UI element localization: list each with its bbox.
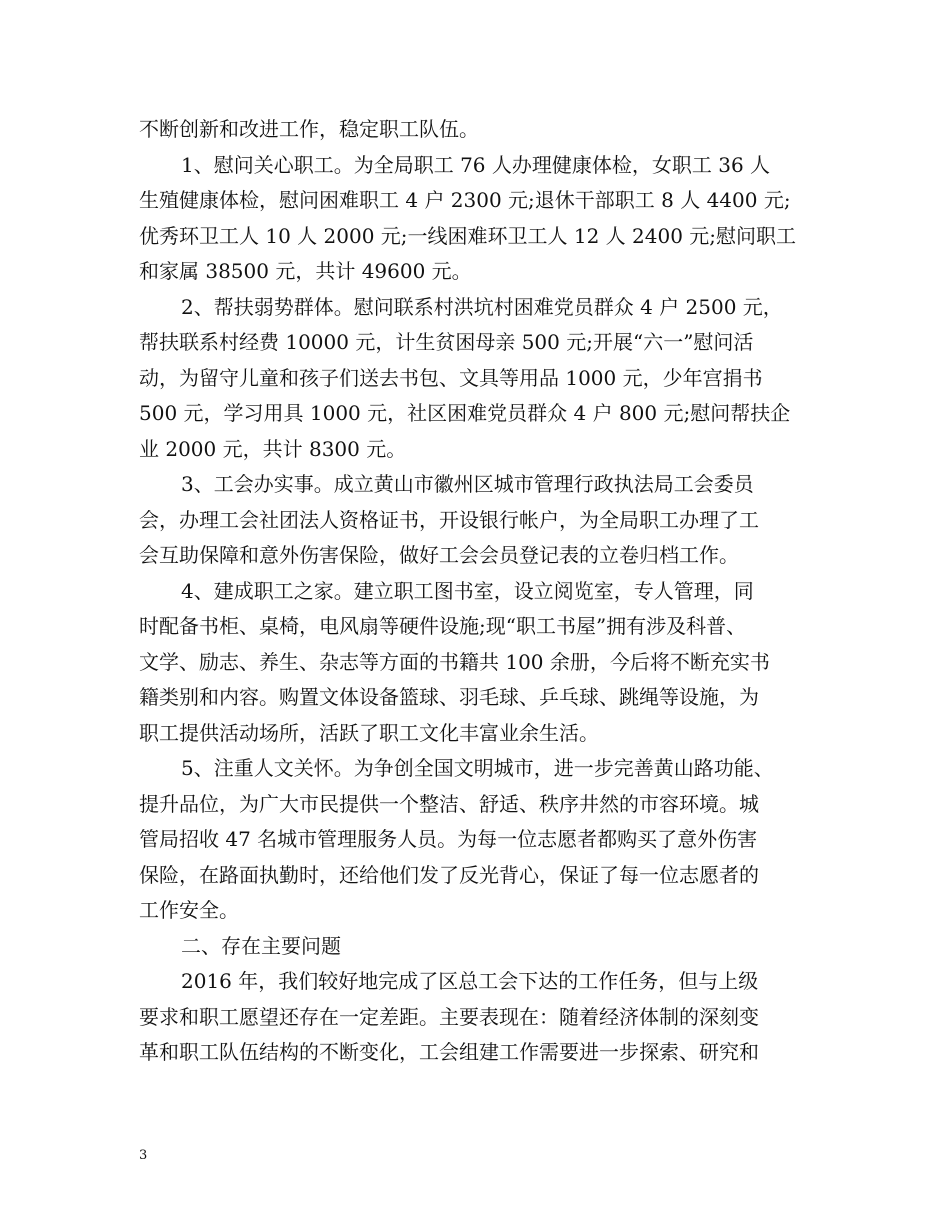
text-line: 4、建成职工之家。建立职工图书室，设立阅览室，专人管理，同	[181, 578, 754, 603]
text-line: 2、帮扶弱势群体。慰问联系村洪坑村困难党员群众 4 户 2500 元，	[181, 294, 783, 319]
text-line: 生殖健康体检，慰问困难职工 4 户 2300 元;退休干部职工 8 人 4400 元;	[139, 188, 791, 212]
text-line: 二、存在主要问题	[181, 933, 341, 958]
text-line: 职工提供活动场所，活跃了职工文化丰富业余生活。	[139, 720, 599, 745]
text-line: 业 2000 元，共计 8300 元。	[139, 436, 407, 461]
text-line: 和家属 38500 元，共计 49600 元。	[139, 259, 472, 283]
text-line: 时配备书柜、桌椅，电风扇等硬件设施;现“职工书屋”拥有涉及科普、	[139, 614, 747, 638]
text-line: 保险，在路面执勤时，还给他们发了反光背心，保证了每一位志愿者的	[139, 862, 759, 887]
text-line: 1、慰问关心职工。为全局职工 76 人办理健康体检，女职工 36 人	[181, 152, 771, 177]
text-line: 5、注重人文关怀。为争创全国文明城市，进一步完善黄山路功能、	[181, 756, 774, 780]
text-line: 管局招收 47 名城市管理服务人员。为每一位志愿者都购买了意外伤害	[139, 827, 758, 851]
text-line: 革和职工队伍结构的不断变化，工会组建工作需要进一步探索、研究和	[139, 1040, 759, 1064]
text-line: 要求和职工愿望还存在一定差距。主要表现在：随着经济体制的深刻变	[139, 1004, 759, 1029]
text-line: 3、工会办实事。成立黄山市徽州区城市管理行政执法局工会委员	[181, 472, 754, 496]
text-line: 会，办理工会社团法人资格证书，开设银行帐户，为全局职工办理了工	[139, 507, 759, 532]
text-line: 优秀环卫工人 10 人 2000 元;一线困难环卫工人 12 人 2400 元;慰问职工	[139, 223, 797, 248]
text-line: 籍类别和内容。购置文体设备篮球、羽毛球、乒乓球、跳绳等设施，为	[139, 685, 759, 709]
text-line: 500 元，学习用具 1000 元，社区困难党员群众 4 户 800 元;慰问帮扶企	[139, 401, 791, 425]
page-number: 3	[139, 1148, 148, 1163]
text-line: 文学、励志、养生、杂志等方面的书籍共 100 余册，今后将不断充实书	[139, 649, 770, 674]
document-body	[139, 112, 819, 1071]
text-line: 提升品位，为广大市民提供一个整洁、舒适、秩序井然的市容环境。城	[139, 791, 759, 816]
text-line: 不断创新和改进工作，稳定职工队伍。	[139, 117, 479, 141]
text-line: 2016 年，我们较好地完成了区总工会下达的工作任务，但与上级	[181, 969, 759, 993]
text-line: 帮扶联系村经费 10000 元，计生贫困母亲 500 元;开展“六一”慰问活	[139, 330, 754, 354]
text-line: 动，为留守儿童和孩子们送去书包、文具等用品 1000 元，少年宫捐书	[139, 365, 763, 390]
text-line: 会互助保障和意外伤害保险，做好工会会员登记表的立卷归档工作。	[139, 543, 739, 567]
text-line: 工作安全。	[139, 898, 239, 922]
